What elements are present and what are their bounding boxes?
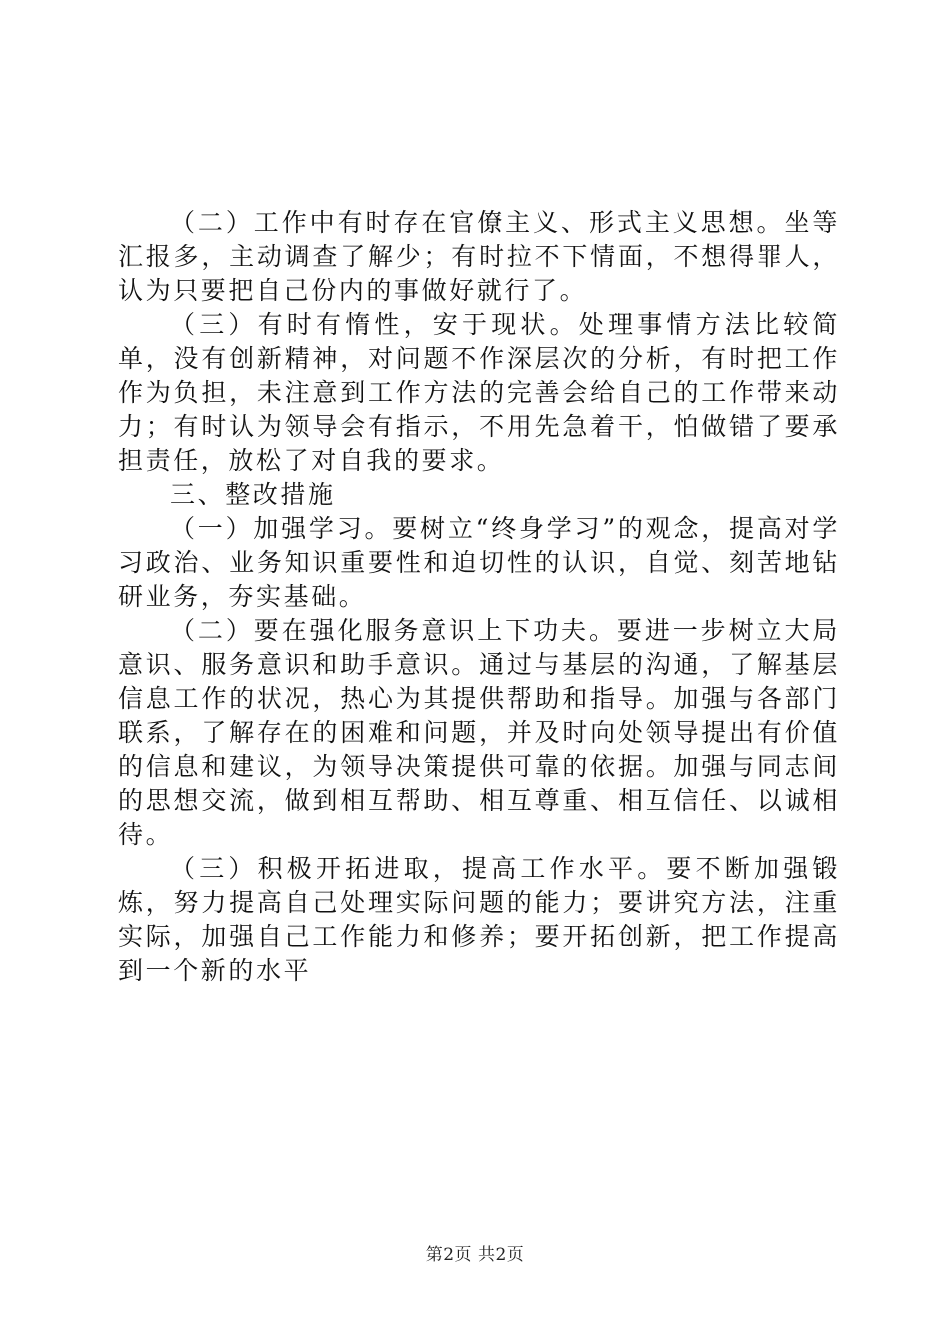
- section-heading-rectification: 三、整改措施: [170, 480, 336, 509]
- page-number-footer: 第2页 共2页: [425, 1245, 525, 1265]
- paragraph-measure-1: （一）加强学习。要树立“终身学习”的观念，提高对学习政治、业务知识重要性和迫切性的认识，自觉、刻苦地钻研业务，夯实基础。: [118, 514, 840, 611]
- paragraph-2-issue: （二）工作中有时存在官僚主义、形式主义思想。坐等汇报多，主动调查了解少；有时拉不下情面，不想得罪人，认为只要把自己份内的事做好就行了。: [118, 208, 840, 305]
- paragraph-measure-2: （二）要在强化服务意识上下功夫。要进一步树立大局意识、服务意识和助手意识。通过与基层的沟通，了解基层信息工作的状况，热心为其提供帮助和指导。加强与各部门联系，了解存在的困难和问题，并及时向处领导提出有价值的信息和建议，为领导决策提供可靠的依据。加强与同志间的思想交流，做到相互帮助、相互尊重、相互信任、以诚相待。: [118, 616, 840, 849]
- paragraph-3-issue: （三）有时有惰性，安于现状。处理事情方法比较简单，没有创新精神，对问题不作深层次的分析，有时把工作作为负担，未注意到工作方法的完善会给自己的工作带来动力；有时认为领导会有指示，不用先急着干，怕做错了要承担责任，放松了对自我的要求。: [118, 310, 840, 475]
- document-body: [118, 206, 840, 988]
- paragraph-measure-3: （三）积极开拓进取，提高工作水平。要不断加强锻炼，努力提高自己处理实际问题的能力；要讲究方法，注重实际，加强自己工作能力和修养；要开拓创新，把工作提高到一个新的水平: [118, 854, 840, 985]
